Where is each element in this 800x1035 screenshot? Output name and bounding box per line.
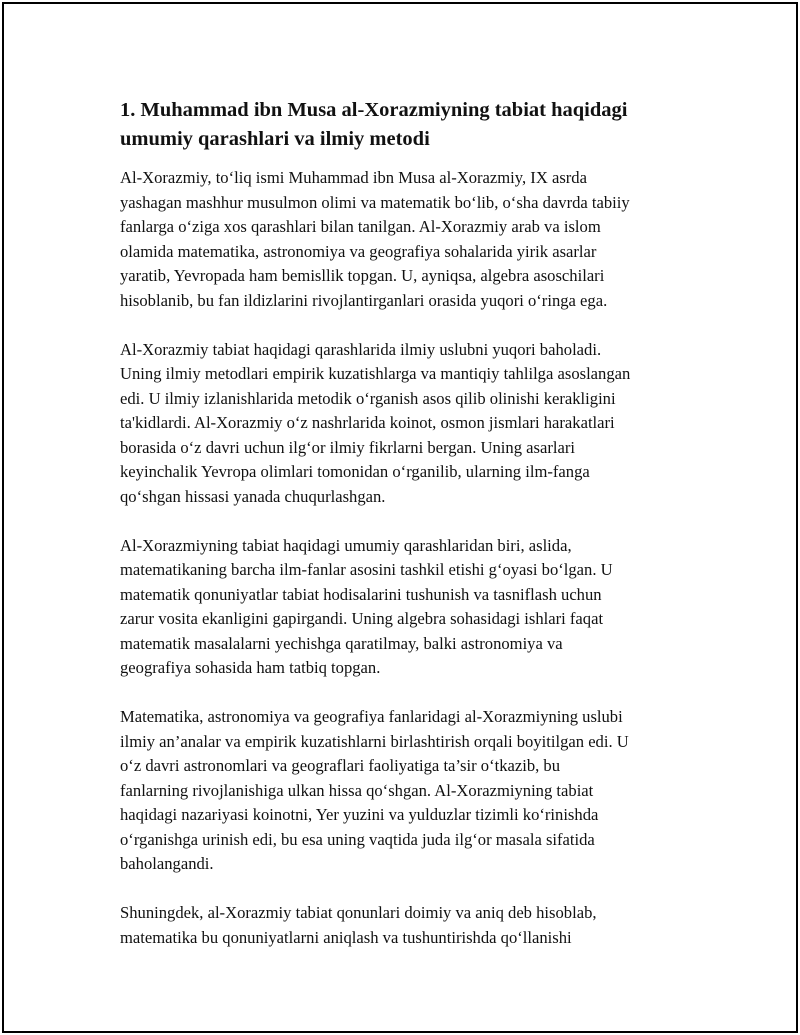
text-line: Al-Xorazmiy, to‘liq ismi Muhammad ibn Musa al-Xorazmiy, IX asrda: [120, 168, 587, 187]
text-line: fanlarning rivojlanishiga ulkan hissa qo‘shgan. Al-Xorazmiyning tabiat: [120, 780, 594, 800]
text-line: geografiya sohasida ham tatbiq topgan.: [120, 658, 381, 677]
document-page: [2, 2, 798, 1033]
text-line: o‘z davri astronomlari va geograflari faoliyatiga ta’sir o‘tkazib, bu: [120, 756, 561, 775]
text-line: qo‘shgan hissasi yanada chuqurlashgan.: [120, 486, 386, 506]
paragraph-5: [120, 901, 690, 950]
document-body: [120, 96, 690, 975]
text-line: matematik masalalarni yechishga qaratilmay, balki astronomiya va: [120, 633, 563, 653]
text-line: Shuningdek, al-Xorazmiy tabiat qonunlari doimiy va aniq deb hisoblab,: [120, 903, 597, 922]
paragraph-2: [120, 338, 690, 510]
text-line: hisoblanib, bu fan ildizlarini rivojlantirganlari orasida yuqori o‘ringa ega.: [120, 290, 608, 310]
paragraph-1: [120, 166, 690, 313]
text-line: fanlarga o‘ziga xos qarashlari bilan tanilgan. Al-Xorazmiy arab va islom: [120, 217, 601, 236]
text-line: Al-Xorazmiy tabiat haqidagi qarashlarida ilmiy uslubni yuqori baholadi.: [120, 339, 602, 359]
text-line: ilmiy an’analar va empirik kuzatishlarni birlashtirish orqali boyitilgan edi. U: [120, 731, 629, 751]
text-line: haqidagi nazariyasi koinotni, Yer yuzini va yulduzlar tizimli ko‘rinishda: [120, 805, 599, 824]
paragraph-3: [120, 534, 690, 681]
text-line: Matematika, astronomiya va geografiya fanlaridagi al-Xorazmiyning uslubi: [120, 707, 623, 726]
section-heading: [120, 96, 690, 154]
text-line: zarur vosita ekanligini gapirgandi. Uning algebra sohasidagi ishlari faqat: [120, 609, 604, 628]
text-line: Al-Xorazmiyning tabiat haqidagi umumiy qarashlaridan biri, aslida,: [120, 535, 572, 555]
text-line: baholangandi.: [120, 854, 214, 873]
heading-line: umumiy qarashlari va ilmiy metodi: [120, 128, 430, 150]
text-line: o‘rganishga urinish edi, bu esa uning vaqtida juda ilg‘or masala sifatida: [120, 829, 595, 849]
text-line: matematikaning barcha ilm-fanlar asosini tashkil etishi g‘oyasi bo‘lgan. U: [120, 560, 613, 579]
heading-line: 1. Muhammad ibn Musa al-Xorazmiyning tabiat haqidagi: [120, 99, 628, 121]
paragraph-4: [120, 705, 690, 877]
text-line: yaratib, Yevropada ham bemisllik topgan. U, ayniqsa, algebra asoschilari: [120, 266, 605, 285]
text-line: Uning ilmiy metodlari empirik kuzatishlarga va mantiqiy tahlilga asoslangan: [120, 364, 631, 383]
text-line: olamida matematika, astronomiya va geografiya sohalarida yirik asarlar: [120, 241, 597, 261]
text-line: keyinchalik Yevropa olimlari tomonidan o‘rganilib, ularning ilm-fanga: [120, 462, 590, 481]
text-line: ta'kidlardi. Al-Xorazmiy o‘z nashrlarida koinot, osmon jismlari harakatlari: [120, 413, 615, 432]
text-line: edi. U ilmiy izlanishlarida metodik o‘rganish asos qilib olinishi kerakligini: [120, 388, 616, 408]
text-line: borasida o‘z davri uchun ilg‘or ilmiy fikrlarni bergan. Uning asarlari: [120, 437, 575, 457]
text-line: matematika bu qonuniyatlarni aniqlash va tushuntirishda qo‘llanishi: [120, 927, 572, 947]
text-line: matematik qonuniyatlar tabiat hodisalarini tushunish va tasniflash uchun: [120, 584, 602, 604]
text-line: yashagan mashhur musulmon olimi va matematik bo‘lib, o‘sha davrda tabiiy: [120, 192, 630, 212]
